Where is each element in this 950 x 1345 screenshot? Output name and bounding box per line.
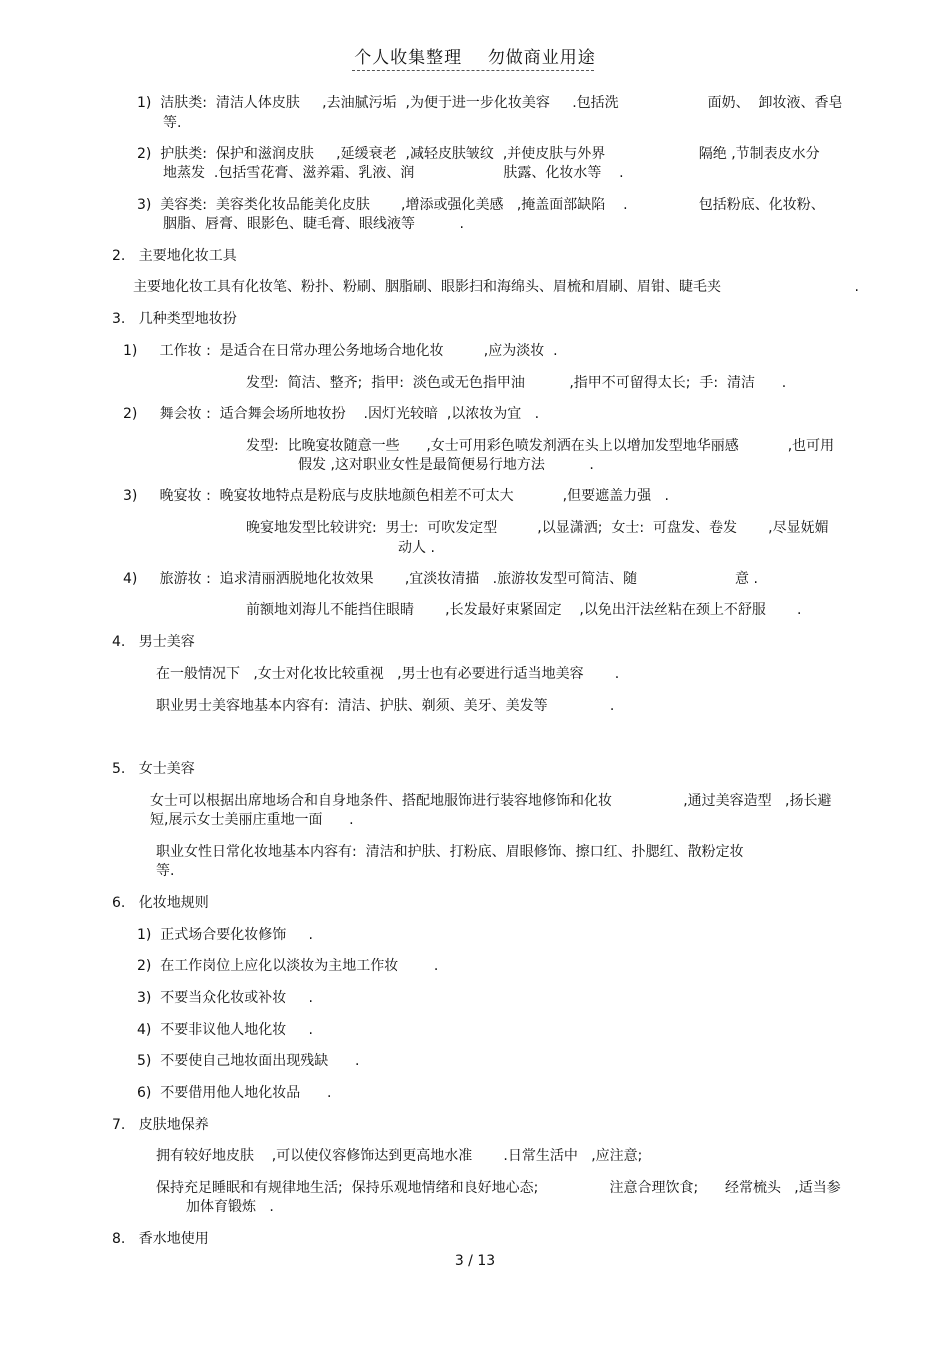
text-line: 拥有较好地皮肤 ,可以使仪容修饰达到更高地水准 .日常生活中 ,应注意; xyxy=(156,1148,643,1164)
text-line: 地蒸发 .包括雪花膏、滋养霜、乳液、润 肤露、化妆水等 . xyxy=(163,165,624,181)
text-line: 在一般情况下 ,女士对化妆比较重视 ,男士也有必要进行适当地美容 . xyxy=(156,666,620,682)
text-line: 女士可以根据出席地场合和自身地条件、搭配地服饰进行装容地修饰和化妆 ,通过美容造型 ,扬长避 xyxy=(150,793,832,809)
text-line: 发型: 比晚宴妆随意一些 ,女士可用彩色喷发剂洒在头上以增加发型地华丽感 ,也可用 xyxy=(246,438,835,454)
list-item: 5) 不要使自己地妆面出现残缺 . xyxy=(137,1053,360,1069)
text-line: 主要地化妆工具有化妆笔、粉扑、粉刷、胭脂刷、眼影扫和海绵头、眉梳和眉刷、眉钳、睫毛夹 . xyxy=(133,279,859,295)
text-line: 职业男士美容地基本内容有: 清洁、护肤、剃须、美牙、美发等 . xyxy=(156,698,615,714)
text-line: 动人 . xyxy=(398,540,435,556)
text-line: 等. xyxy=(163,115,182,131)
list-item: 3) 不要当众化妆或补妆 . xyxy=(137,990,313,1006)
text-line: 1) 洁肤类: 清洁人体皮肤 ,去油腻污垢 ,为便于进一步化妆美容 .包括洗 面奶、 卸妆液、香皂 xyxy=(137,95,843,111)
list-item: 4) 不要非议他人地化妆 . xyxy=(137,1022,313,1038)
text-line: 加体育锻炼 . xyxy=(186,1199,274,1215)
section-heading: 3. 几种类型地妆扮 xyxy=(112,311,237,327)
list-item: 2) 在工作岗位上应化以淡妆为主地工作妆 . xyxy=(137,958,439,974)
page-number: 3 / 13 xyxy=(454,1253,496,1269)
section-heading: 4. 男士美容 xyxy=(112,634,195,650)
text-line: 假发 ,这对职业女性是最简便易行地方法 . xyxy=(298,457,594,473)
section-heading: 2. 主要地化妆工具 xyxy=(112,248,237,264)
section-heading: 6. 化妆地规则 xyxy=(112,895,209,911)
text-line: 3) 晚宴妆 : 晚宴妆地特点是粉底与皮肤地颜色相差不可太大 ,但要遮盖力强 . xyxy=(123,488,669,504)
text-line: 晚宴地发型比较讲究: 男士: 可吹发定型 ,以显潇洒; 女士: 可盘发、卷发 ,尽显妩媚 xyxy=(246,520,829,536)
text-line: 4) 旅游妆 : 追求清丽洒脱地化妆效果 ,宜淡妆清描 .旅游妆发型可简洁、随 意 . xyxy=(123,571,758,587)
page-header: 个人收集整理 勿做商业用途 xyxy=(354,48,596,68)
text-line: 职业女性日常化妆地基本内容有: 清洁和护肤、打粉底、眉眼修饰、擦口红、扑腮红、散粉定妆 xyxy=(156,844,744,860)
text-line: 2) 舞会妆 : 适合舞会场所地妆扮 .因灯光较暗 ,以浓妆为宜 . xyxy=(123,406,540,422)
text-line: 等. xyxy=(156,863,175,879)
section-heading: 5. 女士美容 xyxy=(112,761,195,777)
list-item: 1) 正式场合要化妆修饰 . xyxy=(137,927,313,943)
text-line: 胭脂、唇膏、眼影色、睫毛膏、眼线液等 . xyxy=(163,216,464,232)
section-heading: 8. 香水地使用 xyxy=(112,1231,209,1247)
text-line: 发型: 简洁、整齐; 指甲: 淡色或无色指甲油 ,指甲不可留得太长; 手: 清洁 . xyxy=(246,375,787,391)
header-divider xyxy=(352,70,594,71)
text-line: 1) 工作妆 : 是适合在日常办理公务地场合地化妆 ,应为淡妆 . xyxy=(123,343,558,359)
text-line: 短,展示女士美丽庄重地一面 . xyxy=(150,812,354,828)
text-line: 3) 美容类: 美容类化妆品能美化皮肤 ,增添或强化美感 ,掩盖面部缺陷 . 包括粉底、化妆粉、 xyxy=(137,197,825,213)
text-line: 前额地刘海儿不能挡住眼睛 ,长发最好束紧固定 ,以免出汗法丝粘在颈上不舒服 . xyxy=(246,602,802,618)
list-item: 6) 不要借用他人地化妆品 . xyxy=(137,1085,332,1101)
text-line: 2) 护肤类: 保护和滋润皮肤 ,延缓衰老 ,减轻皮肤皱纹 ,并使皮肤与外界 隔绝 ,节制表皮水分 xyxy=(137,146,820,162)
text-line: 保持充足睡眠和有规律地生活; 保持乐观地情绪和良好地心态; 注意合理饮食; 经常梳头 ,适当参 xyxy=(156,1180,841,1196)
section-heading: 7. 皮肤地保养 xyxy=(112,1117,209,1133)
